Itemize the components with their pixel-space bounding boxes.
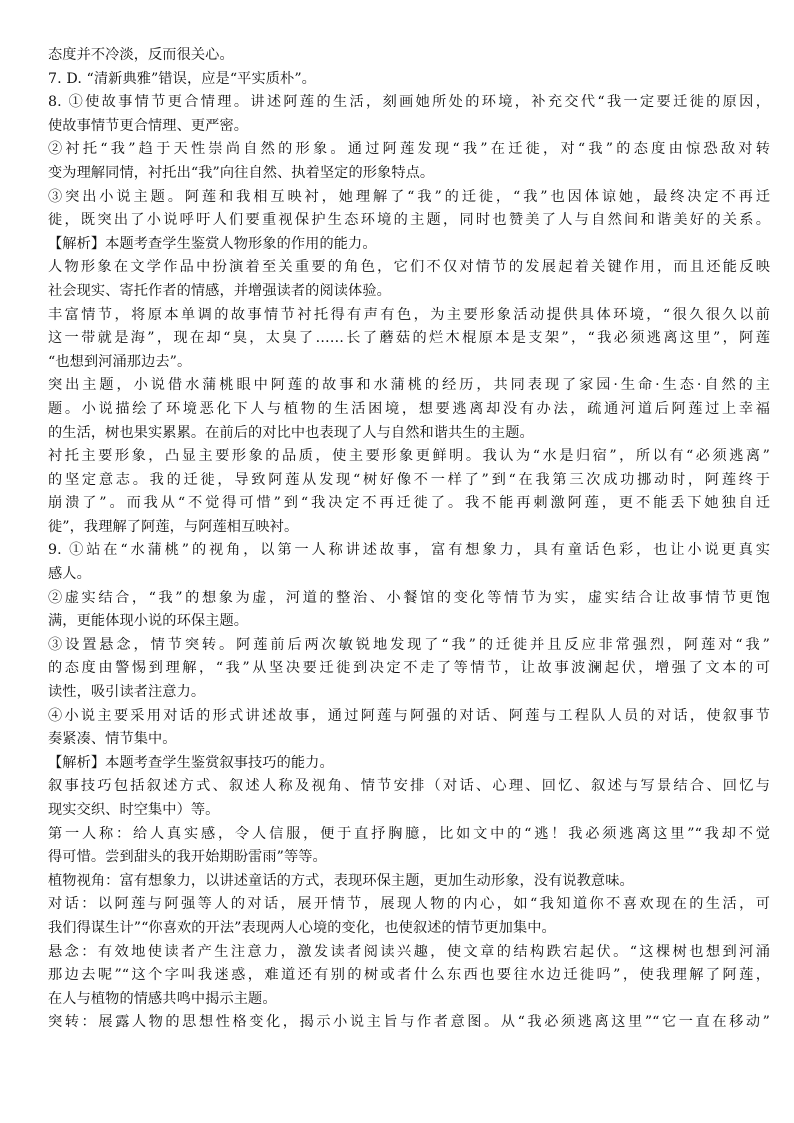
text-line: 徙”，我理解了阿莲，与阿莲相互映衬。 [48,518,299,535]
text-line: 满，更能体现小说的环保主题。 [48,613,249,630]
text-line: 突转：展露人物的思想性格变化，揭示小说主旨与作者意图。从“我必须逃离这里”“它一直在移动” [48,1014,770,1031]
text-line: 变为理解同情，衬托出“我”向往自然、执着坚定的形象特点。 [48,164,435,181]
text-line: 那边去呢”“这个字叫我迷惑，难道还有别的树或者什么东西也要往水边迁徙吗”，使我理解了阿莲， [48,967,770,984]
text-line: 读性，吸引读者注意力。 [48,684,206,701]
text-line: 7. D. “清新典雅”错误，应是“平实质朴”。 [48,70,316,87]
text-line: 使故事情节更合情理、更严密。 [48,117,249,134]
text-line: 奏紧凑、情节集中。 [48,731,177,748]
text-line: 这一带就是海”，现在却“臭，太臭了……长了蘑菇的烂木棍原本是支架”，“我必须逃离这里”，阿莲 [48,330,770,347]
text-line: ②衬托“我”趋于天性崇尚自然的形象。通过阿莲发现“我”在迁徙，对“我”的态度由惊恐敌对转 [48,141,770,158]
text-line: 突出主题，小说借水蒲桃眼中阿莲的故事和水蒲桃的经历，共同表现了家园·生命·生态·自然的主 [48,377,770,394]
text-line: 社会现实、寄托作者的情感，并增强读者的阅读体验。 [48,282,391,299]
text-line: 得可惜。尝到甜头的我开始期盼雷雨”等等。 [48,849,327,866]
text-line: 对话：以阿莲与阿强等人的对话，展开情节，展现人物的内心，如“我知道你不喜欢现在的生活，可 [48,896,770,913]
text-line: 态度并不冷淡，反而很关心。 [48,47,234,63]
text-line: 【解析】本题考查学生鉴赏人物形象的作用的能力。 [48,235,377,252]
text-line: 9. ①站在“水蒲桃”的视角，以第一人称讲述故事，富有想象力，具有童话色彩，也让小说更真实 [48,542,770,559]
text-line: 悬念：有效地使读者产生注意力，激发读者阅读兴趣，使文章的结构跌宕起伏。“这棵树也想到河涌 [48,943,770,960]
text-line: ③突出小说主题。阿莲和我相互映衬，她理解了“我”的迁徙，“我”也因体谅她，最终决定不再迁 [48,188,770,205]
text-line: ②虚实结合，“我”的想象为虚，河道的整治、小餐馆的变化等情节为实，虚实结合让故事情节更饱 [48,589,770,606]
text-line: 我们得谋生计”“你喜欢的开法”表现两人心境的变化，也使叙述的情节更加集中。 [48,919,556,936]
text-line: 的态度由警惕到理解，“我”从坚决要迁徙到决定不走了等情节，让故事波澜起伏，增强了文本的可 [48,660,770,677]
text-line: ③设置悬念，情节突转。阿莲前后两次敏锐地发现了“我”的迁徙并且反应非常强烈，阿莲对“我” [48,636,770,653]
document-page [48,44,770,1035]
text-line: ④小说主要采用对话的形式讲述故事，通过阿莲与阿强的对话、阿莲与工程队人员的对话，使叙事节 [48,707,770,724]
text-line: 人物形象在文学作品中扮演着至关重要的角色，它们不仅对情节的发展起着关键作用，而且还能反映 [48,259,770,276]
text-line: 衬托主要形象，凸显主要形象的品质，使主要形象更鲜明。我认为“水是归宿”，所以有“必须逃离” [48,448,770,465]
text-line: 叙事技巧包括叙述方式、叙述人称及视角、情节安排（对话、心理、回忆、叙述与写景结合、回忆与 [48,778,770,795]
text-line: 的生活，树也果实累累。在前后的对比中也表现了人与自然和谐共生的主题。 [48,424,534,441]
text-line: 8. ①使故事情节更合情理。讲述阿莲的生活，刻画她所处的环境，补充交代“我一定要迁徙的原因， [48,94,770,111]
text-line: 徙，既突出了小说呼吁人们要重视保护生态环境的主题，同时也赞美了人与自然间和谐美好的关系。 [48,212,770,229]
text-line: “也想到河涌那边去”。 [48,353,192,370]
text-line: 第一人称：给人真实感，令人信服，便于直抒胸臆，比如文中的“逃！我必须逃离这里”“我却不觉 [48,825,770,842]
text-line: 现实交织、时空集中）等。 [48,802,220,818]
text-line: 感人。 [48,566,91,583]
text-line: 崩溃了”。而我从“不觉得可惜”到“我决定不再迁徙了。我不能再刺激阿莲，更不能丢下她独自迁 [48,495,770,512]
text-line: 的坚定意志。我的迁徙，导致阿莲从发现“树好像不一样了”到“在我第三次成功挪动时，阿莲终于 [48,471,770,488]
text-line: 【解析】本题考查学生鉴赏叙事技巧的能力。 [48,754,334,771]
text-line: 题。小说描绘了环境恶化下人与植物的生活困境，想要逃离却没有办法，疏通河道后阿莲过上幸福 [48,400,770,417]
text-line: 在人与植物的情感共鸣中揭示主题。 [48,990,277,1007]
text-line: 植物视角：富有想象力，以讲述童话的方式，表现环保主题，更加生动形象，没有说教意味。 [48,872,634,889]
text-line: 丰富情节，将原本单调的故事情节衬托得有声有色，为主要形象活动提供具体环境，“很久很久以前 [48,306,770,323]
